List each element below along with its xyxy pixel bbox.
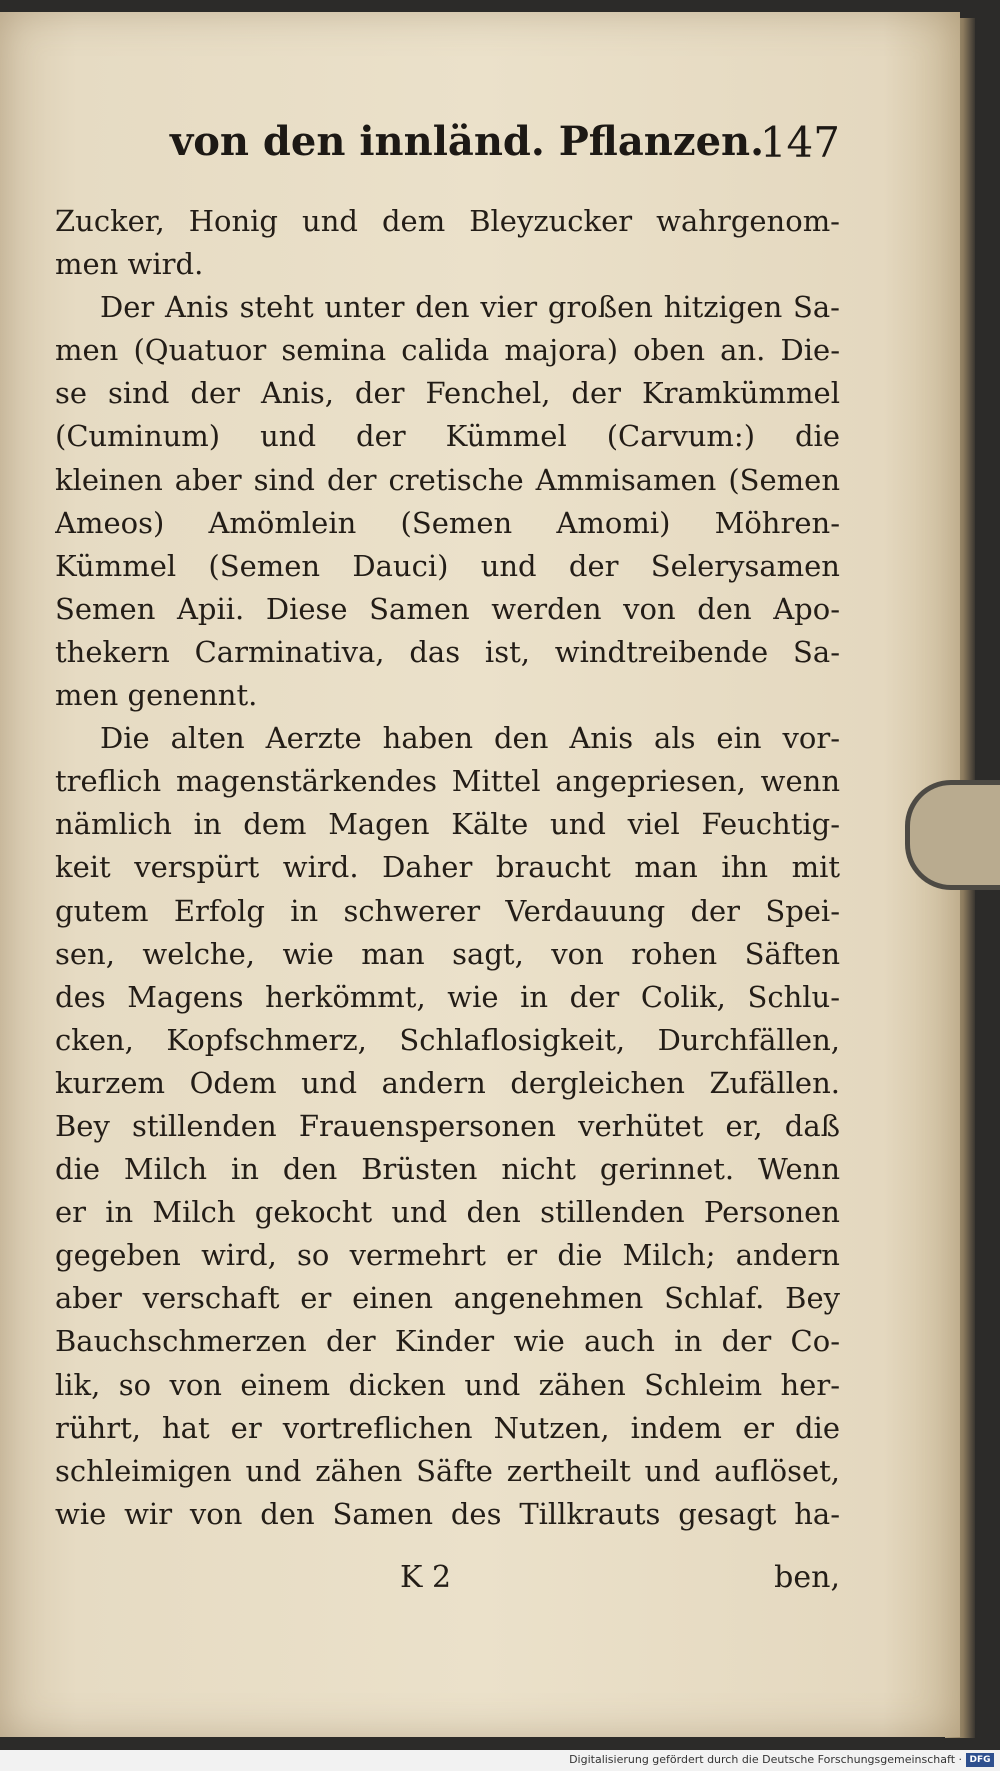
dfg-logo-icon: DFG — [966, 1753, 994, 1767]
text-line: se sind der Anis, der Fenchel, der Kramkümmel — [55, 376, 840, 411]
book-page — [0, 12, 960, 1737]
running-title: von den innländ. Pflanzen. — [170, 118, 765, 165]
text-line: thekern Carminativa, das ist, windtreibende Sa- — [55, 634, 840, 669]
page-header — [170, 118, 840, 178]
text-line: Bauchschmerzen der Kinder wie auch in der Co- — [55, 1324, 840, 1359]
page-footer — [55, 1560, 840, 1604]
text-line: kurzem Odem und andern dergleichen Zufällen. — [55, 1065, 840, 1100]
text-line: men wird. — [55, 247, 204, 282]
text-line: Der Anis steht unter den vier großen hitzigen Sa- — [100, 290, 840, 325]
text-line: Ameos) Amömlein (Semen Amomi) Möhren- — [55, 505, 840, 540]
page-number: 147 — [759, 118, 840, 167]
signature-mark: K 2 — [400, 1560, 452, 1595]
body-text — [55, 200, 840, 1536]
text-line: aber verschaft er einen angenehmen Schlaf. Bey — [55, 1281, 840, 1316]
text-line: die Milch in den Brüsten nicht gerinnet. Wenn — [55, 1152, 840, 1187]
text-line: rührt, hat er vortreflichen Nutzen, indem er die — [55, 1410, 840, 1445]
text-line: gutem Erfolg in schwerer Verdauung der Spei- — [55, 893, 840, 928]
text-line: schleimigen und zähen Säfte zertheilt und auflöset, — [55, 1453, 840, 1488]
text-line: wie wir von den Samen des Tillkrauts gesagt ha- — [55, 1496, 840, 1531]
catchword: ben, — [774, 1560, 840, 1595]
text-line: kleinen aber sind der cretische Ammisamen (Semen — [55, 462, 840, 497]
text-line: Die alten Aerzte haben den Anis als ein vor- — [100, 721, 840, 756]
digitization-note: Digitalisierung gefördert durch die Deutsche Forschungsgemeinschaft · — [569, 1753, 962, 1766]
text-line: keit verspürt wird. Daher braucht man ihn mit — [55, 850, 840, 885]
text-line: cken, Kopfschmerz, Schlaflosigkeit, Durchfällen, — [55, 1022, 840, 1057]
text-line: treflich magenstärkendes Mittel angepriesen, wenn — [55, 764, 840, 799]
text-line: (Cuminum) und der Kümmel (Carvum:) die — [55, 419, 840, 454]
text-line: er in Milch gekocht und den stillenden Personen — [55, 1195, 840, 1230]
bookmark-clip — [905, 780, 1000, 890]
text-line: men genennt. — [55, 678, 258, 713]
text-line: Bey stillenden Frauenspersonen verhütet er, daß — [55, 1108, 840, 1143]
text-line: Kümmel (Semen Dauci) und der Selerysamen — [55, 548, 840, 583]
text-line: sen, welche, wie man sagt, von rohen Säften — [55, 936, 840, 971]
text-line: lik, so von einem dicken und zähen Schleim her- — [55, 1367, 840, 1402]
text-line: Semen Apii. Diese Samen werden von den Apo- — [55, 591, 840, 626]
text-line: gegeben wird, so vermehrt er die Milch; andern — [55, 1238, 840, 1273]
text-line: des Magens herkömmt, wie in der Colik, Schlu- — [55, 979, 840, 1014]
text-line: men (Quatuor semina calida majora) oben an. Die- — [55, 333, 840, 368]
digitization-bar — [0, 1750, 1000, 1771]
text-line: nämlich in dem Magen Kälte und viel Feuchtig- — [55, 807, 840, 842]
text-line: Zucker, Honig und dem Bleyzucker wahrgenom- — [55, 204, 840, 238]
